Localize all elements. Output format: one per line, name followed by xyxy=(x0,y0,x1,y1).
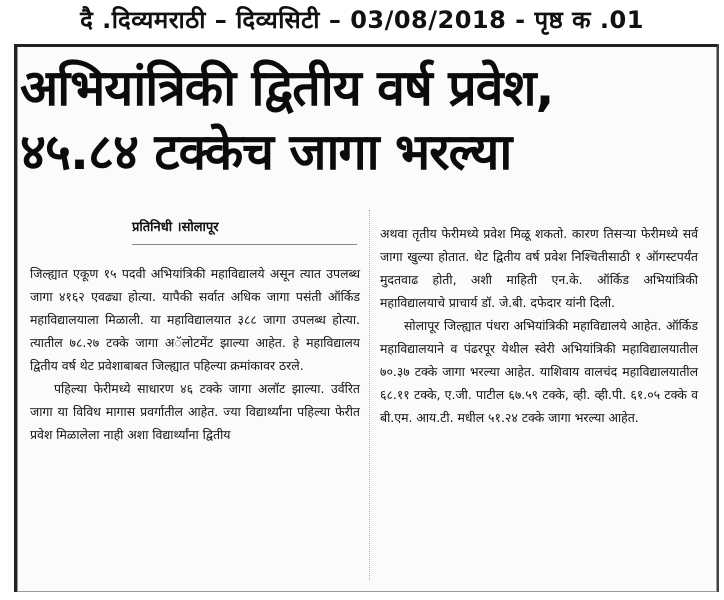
left-paragraph-2: पहिल्या फेरीमध्ये साधारण ४६ टक्के जागा अलॉट झाल्या. उर्वरित जागा या विविध मागास प्रवर्गातील आहेत. ज्या विद्यार्थ्यांना पहिल्या फेरीत प्रवेश मिळालेला नाही अशा विद्यार्थ्यांना द्वितीय xyxy=(30,381,360,442)
headline xyxy=(20,56,710,184)
byline: प्रतिनिधी ।सोलापूर xyxy=(132,220,219,235)
clipping-top-border xyxy=(14,44,717,47)
headline-line-2: ४५.८४ टक्केच जागा भरल्या xyxy=(20,123,512,181)
left-paragraph-1: जिल्ह्यात एकूण १५ पदवी अभियांत्रिकी महाविद्यालये असून त्यात उपलब्ध जागा ४१६२ एवढ्या होत्या. यापैकी सर्वात अधिक जागा पसंती ऑर्किड महाविद्यालयाला मिळाली. या महाविद्यालयात ३८८ जागा उपलब्ध होत्या. त्यातील ७८.२७ टक्के जागा अॅलोटमेंट झाल्या आहेत. हे महाविद्यालय द्वितीय वर्ष थेट प्रवेशाबाबत जिल्ह्यात पहिल्या क्रमांकावर ठरले. xyxy=(30,266,360,373)
article-column-left xyxy=(30,262,360,446)
masthead: दै .दिव्यमराठी – दिव्यसिटी – 03/08/2018 - पृष्ठ क .01 xyxy=(80,6,644,34)
byline-divider xyxy=(132,244,357,245)
article-column-right xyxy=(380,222,698,429)
column-divider xyxy=(369,210,371,580)
headline-line-1: अभियांत्रिकी द्वितीय वर्ष प्रवेश, xyxy=(20,59,554,117)
right-paragraph-1: अथवा तृतीय फेरीमध्ये प्रवेश मिळू शकतो. कारण तिसऱ्या फेरीमध्ये सर्व जागा खुल्या होतात. थेट द्वितीय वर्ष प्रवेश निश्चितीसाठी १ ऑगस्टपर्यंत मुदतवाढ होती, अशी माहिती एन.के. ऑर्किड अभियांत्रिकी महाविद्यालयाचे प्राचार्य डॉ. जे.बी. दफेदार यांनी दिली. xyxy=(380,226,698,310)
right-paragraph-2: सोलापूर जिल्ह्यात पंधरा अभियांत्रिकी महाविद्यालये आहेत. ऑर्किड महाविद्यालयाने व पंढरपूर येथील स्वेरी अभियांत्रिकी महाविद्यालयातील ७०.३७ टक्के जागा भरल्या आहेत. याशिवाय वालचंद महाविद्यालयातील ६८.११ टक्के, ए.जी. पाटील ६७.५९ टक्के, व्ही. व्ही.पी. ६१.०५ टक्के व बी.एम. आय.टी. मधील ५१.२४ टक्के जागा भरल्या आहेत. xyxy=(380,318,698,425)
